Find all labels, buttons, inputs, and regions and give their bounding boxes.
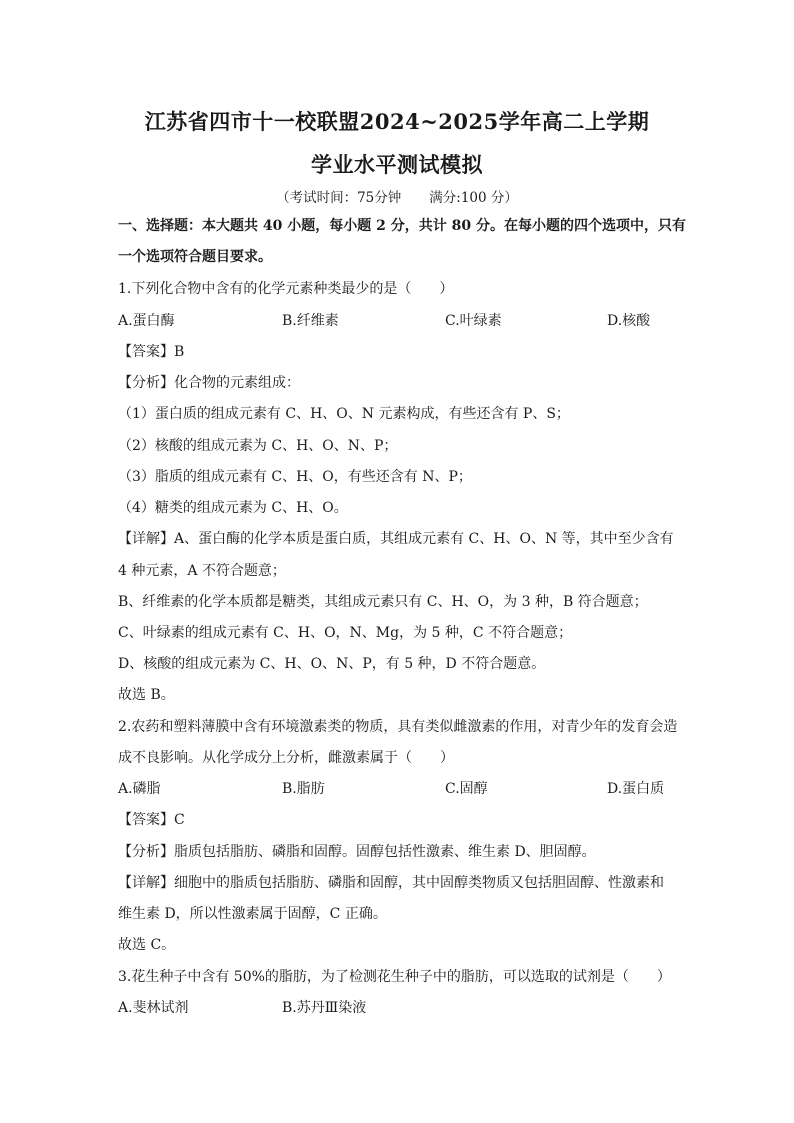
- q2-option-a: A.磷脂: [118, 781, 161, 797]
- q1-detail-line: D、核酸的组成元素为 C、H、O、N、P，有 5 种，D 不符合题意。: [118, 656, 546, 672]
- q2-option-c: C.固醇: [445, 781, 488, 797]
- q3-option-a: A.斐林试剂: [118, 1000, 189, 1016]
- q1-option-c: C.叶绿素: [445, 313, 502, 329]
- q1-analysis-line: （1）蛋白质的组成元素有 C、H、O、N 元素构成，有些还含有 P、S；: [118, 406, 570, 422]
- q2-detail-line: 【详解】细胞中的脂质包括脂肪、磷脂和固醇，其中固醇类物质又包括胆固醇、性激素和: [118, 875, 664, 891]
- section-header-line-2: 一个选项符合题目要求。: [118, 249, 272, 265]
- q1-analysis-line: （2）核酸的组成元素为 C、H、O、N、P；: [118, 438, 398, 454]
- q1-detail-line: 4 种元素，A 不符合题意；: [118, 563, 286, 579]
- q1-stem: 1.下列化合物中含有的化学元素种类最少的是（ ）: [118, 281, 454, 297]
- q2-option-d: D.蛋白质: [607, 781, 665, 797]
- section-header-line-1: 一、选择题：本大题共 40 小题，每小题 2 分，共计 80 分。在每小题的四个选项中，只有: [118, 218, 686, 234]
- exam-info: [0, 186, 794, 206]
- q1-analysis-line: （4）糖类的组成元素为 C、H、O。: [118, 500, 348, 516]
- q2-detail-line: 维生素 D，所以性激素属于固醇，C 正确。: [118, 906, 387, 922]
- q1-option-a: A.蛋白酶: [118, 313, 175, 329]
- q3-option-b: B.苏丹Ⅲ染液: [282, 1000, 367, 1016]
- q1-analysis-line: （3）脂质的组成元素有 C、H、O，有些还含有 N、P；: [118, 469, 472, 485]
- q1-option-d: D.核酸: [607, 313, 651, 329]
- q1-detail-line: C、叶绿素的组成元素有 C、H、O，N、Mg，为 5 种，C 不符合题意；: [118, 625, 573, 641]
- full-score: 满分:100 分）: [429, 190, 518, 206]
- q3-stem: 3.花生种子中含有 50%的脂肪，为了检测花生种子中的脂肪，可以选取的试剂是（ ）: [118, 969, 671, 985]
- q1-detail-line: 【详解】A、蛋白酶的化学本质是蛋白质，其组成元素有 C、H、O、N 等，其中至少含有: [118, 531, 674, 547]
- q2-conclusion: 故选 C。: [118, 937, 176, 953]
- document-title-line-1: 江苏省四市十一校联盟2024~2025学年高二上学期: [144, 109, 650, 134]
- q2-stem-line: 成不良影响。从化学成分上分析，雌激素属于（ ）: [118, 750, 454, 766]
- q1-detail-line: B、纤维素的化学本质都是糖类，其组成元素只有 C、H、O，为 3 种，B 符合题意；: [118, 594, 648, 610]
- q1-conclusion: 故选 B。: [118, 687, 175, 703]
- q2-stem-line: 2.农药和塑料薄膜中含有环境激素类的物质，具有类似雌激素的作用，对青少年的发育会造: [118, 719, 678, 735]
- exam-time: （考试时间：75分钟: [276, 190, 402, 206]
- q1-option-b: B.纤维素: [282, 313, 339, 329]
- q2-analysis-line: 【分析】脂质包括脂肪、磷脂和固醇。固醇包括性激素、维生素 D、胆固醇。: [118, 844, 596, 860]
- q2-option-b: B.脂肪: [282, 781, 325, 797]
- q2-answer: 【答案】C: [118, 812, 185, 828]
- q1-analysis-line: 【分析】化合物的元素组成：: [118, 375, 300, 391]
- document-title-line-2: 学业水平测试模拟: [311, 152, 483, 177]
- q1-answer: 【答案】B: [118, 344, 185, 360]
